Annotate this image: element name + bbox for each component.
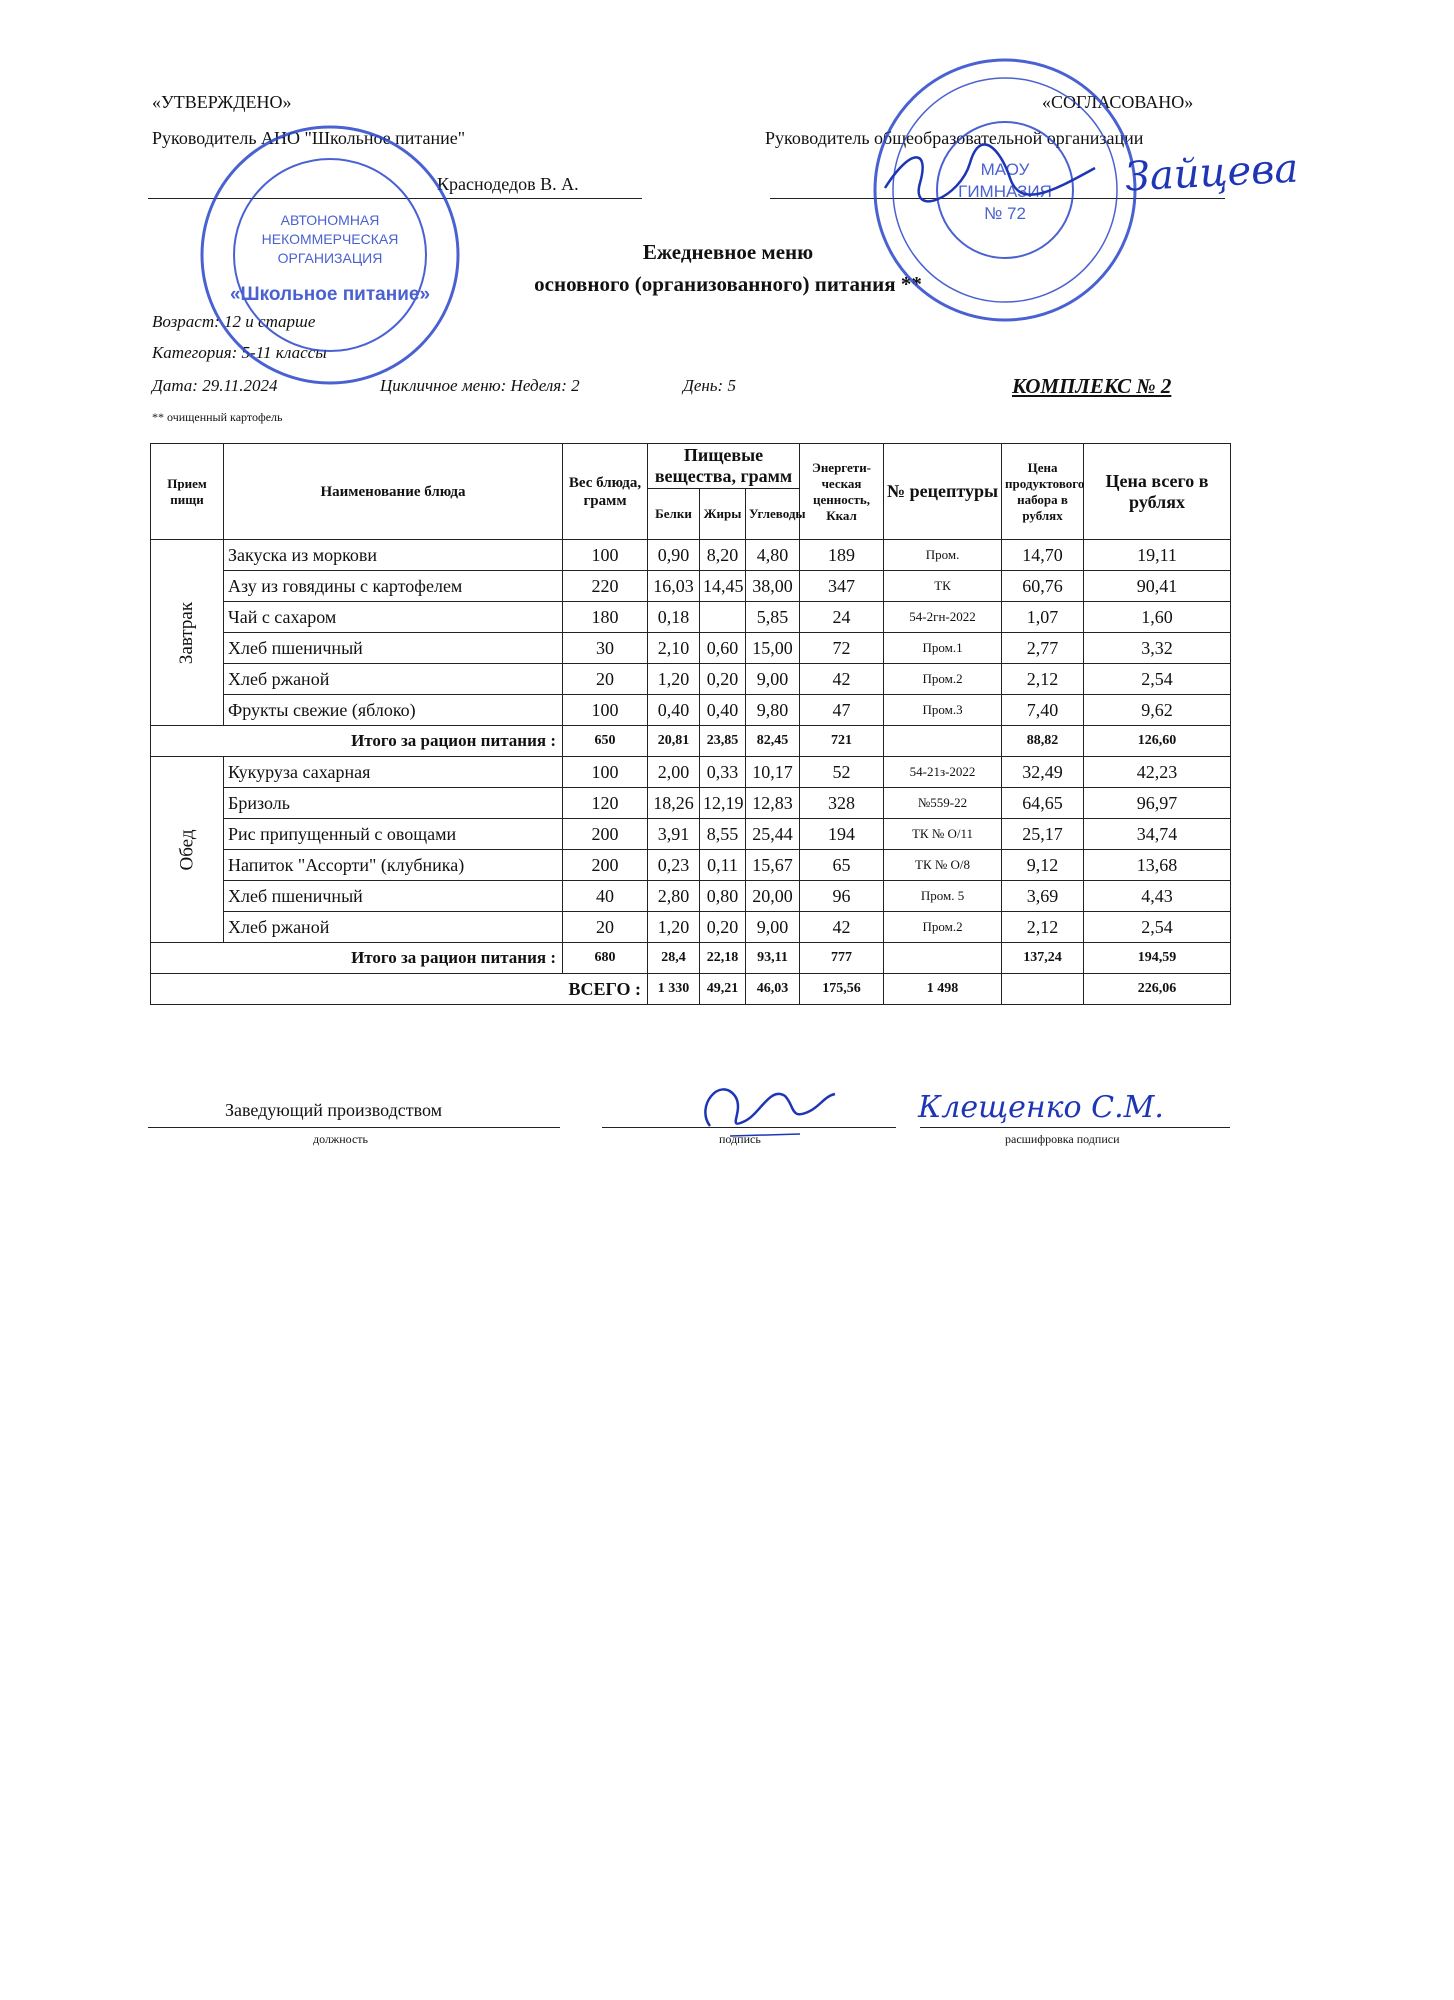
table-row: [151, 757, 1231, 788]
table-row: [151, 633, 1231, 664]
carbs-cell: 20,00: [746, 881, 800, 912]
price-total-cell: 3,32: [1084, 633, 1231, 664]
weight-cell: 100: [563, 695, 648, 726]
recipe-cell: №559-22: [884, 788, 1002, 819]
carbs-cell: 82,45: [746, 726, 800, 757]
recipe-cell: [1002, 974, 1084, 1005]
weight-cell: 20: [563, 912, 648, 943]
meal-breakfast-label: Завтрак: [176, 601, 197, 664]
fat-cell: 22,18: [700, 943, 746, 974]
recipe-cell: ТК: [884, 571, 1002, 602]
fat-cell: 0,80: [700, 881, 746, 912]
fat-cell: 8,55: [700, 819, 746, 850]
energy-cell: 1 498: [884, 974, 1002, 1005]
protein-cell: 1,20: [648, 912, 700, 943]
energy-cell: 328: [800, 788, 884, 819]
price-set-cell: 1,07: [1002, 602, 1084, 633]
stamp-right-line-1: МАОУ: [980, 160, 1030, 179]
protein-cell: 20,81: [648, 726, 700, 757]
grand-total-label: ВСЕГО :: [151, 974, 648, 1005]
stamp-left-line-3: ОРГАНИЗАЦИЯ: [277, 250, 383, 266]
stamp-left: [195, 120, 465, 390]
carbs-cell: 25,44: [746, 819, 800, 850]
protein-cell: 49,21: [700, 974, 746, 1005]
price-set-cell: 9,12: [1002, 850, 1084, 881]
price-total-cell: 9,62: [1084, 695, 1231, 726]
protein-cell: 2,00: [648, 757, 700, 788]
energy-cell: 47: [800, 695, 884, 726]
protein-cell: 16,03: [648, 571, 700, 602]
table-row: [151, 664, 1231, 695]
energy-cell: 194: [800, 819, 884, 850]
price-total-cell: 4,43: [1084, 881, 1231, 912]
table-row: [151, 602, 1231, 633]
dish-name: Фрукты свежие (яблоко): [224, 695, 563, 726]
dish-name: Кукуруза сахарная: [224, 757, 563, 788]
signature-scribble-icon: [880, 138, 1100, 208]
energy-cell: 721: [800, 726, 884, 757]
fat-cell: 14,45: [700, 571, 746, 602]
approved-name: Краснодедов В. А.: [437, 174, 579, 194]
carbs-cell: 10,17: [746, 757, 800, 788]
position-line: [148, 1127, 560, 1128]
carbs-cell: 15,67: [746, 850, 800, 881]
title-line-2: основного (организованного) питания **: [534, 272, 922, 296]
recipe-cell: 54-2гн-2022: [884, 602, 1002, 633]
dish-name: Напиток "Ассорти" (клубника): [224, 850, 563, 881]
col-meal-header: Прием пищи: [151, 444, 224, 540]
weight-cell: 180: [563, 602, 648, 633]
energy-cell: 24: [800, 602, 884, 633]
stamp-left-line-1: АВТОНОМНАЯ: [280, 212, 380, 228]
price-set-cell: 2,12: [1002, 664, 1084, 695]
recipe-cell: Пром.3: [884, 695, 1002, 726]
day-info: День: 5: [683, 376, 736, 395]
table-row: [151, 881, 1231, 912]
position-caption: должность: [313, 1132, 368, 1146]
weight-cell: 40: [563, 881, 648, 912]
protein-cell: 0,18: [648, 602, 700, 633]
recipe-cell: Пром.2: [884, 912, 1002, 943]
agreed-label: «СОГЛАСОВАНО»: [1042, 92, 1194, 112]
price-total-cell: 90,41: [1084, 571, 1231, 602]
protein-cell: 2,80: [648, 881, 700, 912]
carbs-cell: 93,11: [746, 943, 800, 974]
weight-cell: 30: [563, 633, 648, 664]
recipe-cell: Пром. 5: [884, 881, 1002, 912]
protein-cell: 1,20: [648, 664, 700, 695]
price-set-cell: 2,77: [1002, 633, 1084, 664]
energy-cell: 72: [800, 633, 884, 664]
meal-lunch-label: Обед: [176, 829, 197, 870]
dish-name: Хлеб ржаной: [224, 912, 563, 943]
footnote: ** очищенный картофель: [152, 410, 283, 424]
carbs-cell: 15,00: [746, 633, 800, 664]
approved-label: «УТВЕРЖДЕНО»: [152, 92, 292, 112]
price-total-cell: 1,60: [1084, 602, 1231, 633]
table-row: [151, 912, 1231, 943]
fat-cell: 0,11: [700, 850, 746, 881]
dish-name: Азу из говядины с картофелем: [224, 571, 563, 602]
meal-lunch: [151, 757, 224, 943]
title-line-1: Ежедневное меню: [642, 240, 814, 264]
protein-cell: 3,91: [648, 819, 700, 850]
price-set-cell: 2,12: [1002, 912, 1084, 943]
total-label: Итого за рацион питания :: [151, 726, 563, 757]
age-info: Возраст: 12 и старше: [152, 312, 316, 331]
header-row: [151, 444, 1231, 489]
price-set-cell: 88,82: [1002, 726, 1084, 757]
energy-cell: 777: [800, 943, 884, 974]
price-total-cell: 19,11: [1084, 540, 1231, 571]
col-carbs-header: Углеводы: [746, 489, 800, 540]
recipe-cell: ТК № О/11: [884, 819, 1002, 850]
col-price-set-header: Цена продуктового набора в рублях: [1002, 444, 1084, 540]
carbs-cell: 5,85: [746, 602, 800, 633]
recipe-cell: Пром.2: [884, 664, 1002, 695]
decode-caption: расшифровка подписи: [1005, 1132, 1120, 1146]
energy-cell: 189: [800, 540, 884, 571]
meal-breakfast: [151, 540, 224, 726]
date-info: Дата: 29.11.2024: [152, 376, 278, 395]
dish-name: Чай с сахаром: [224, 602, 563, 633]
recipe-cell: ТК № О/8: [884, 850, 1002, 881]
recipe-cell: Пром.1: [884, 633, 1002, 664]
col-protein-header: Белки: [648, 489, 700, 540]
carbs-cell: 9,00: [746, 664, 800, 695]
col-energy-header: Энергети-ческая ценность, Ккал: [800, 444, 884, 540]
weight-cell: 100: [563, 540, 648, 571]
weight-cell: 650: [563, 726, 648, 757]
price-set-cell: 25,17: [1002, 819, 1084, 850]
complex-number: КОМПЛЕКС № 2: [1012, 374, 1172, 398]
stamp-right-line-3: № 72: [984, 204, 1026, 223]
energy-cell: 52: [800, 757, 884, 788]
energy-cell: 42: [800, 664, 884, 695]
col-weight-header: Вес блюда, грамм: [563, 444, 648, 540]
footer-signature: [690, 1066, 840, 1151]
footer-signature-icon: [690, 1066, 840, 1146]
energy-cell: 96: [800, 881, 884, 912]
dish-name: Хлеб ржаной: [224, 664, 563, 695]
dish-name: Рис припущенный с овощами: [224, 819, 563, 850]
position-title: Заведующий производством: [225, 1100, 443, 1120]
recipe-cell: [884, 943, 1002, 974]
stamp-right-line-2: ГИМНАЗИЯ: [958, 182, 1052, 201]
footer-decode-handwritten: Клещенко С.М.: [918, 1090, 1164, 1125]
weight-cell: 20: [563, 664, 648, 695]
signature-right-scribble: [880, 138, 1100, 213]
weight-cell: 220: [563, 571, 648, 602]
table-row: [151, 850, 1231, 881]
price-total-cell: 2,54: [1084, 664, 1231, 695]
carbs-cell: 9,80: [746, 695, 800, 726]
col-recipe-header: № рецептуры: [884, 444, 1002, 540]
dish-name: Бризоль: [224, 788, 563, 819]
fat-cell: 0,20: [700, 912, 746, 943]
approved-role: Руководитель АНО "Школьное питание": [152, 128, 466, 148]
dish-name: Хлеб пшеничный: [224, 633, 563, 664]
price-set-cell: 14,70: [1002, 540, 1084, 571]
weight-cell: 1 330: [648, 974, 700, 1005]
fat-cell: 0,60: [700, 633, 746, 664]
agreed-role: Руководитель общеобразовательной организации: [765, 128, 1144, 148]
price-total-cell: 194,59: [1084, 943, 1231, 974]
fat-cell: 0,33: [700, 757, 746, 788]
fat-cell: 0,40: [700, 695, 746, 726]
table-row: [151, 695, 1231, 726]
cycle-info: Цикличное меню: Неделя: 2: [380, 376, 580, 395]
price-total-cell: 34,74: [1084, 819, 1231, 850]
fat-cell: 46,03: [746, 974, 800, 1005]
col-fat-header: Жиры: [700, 489, 746, 540]
price-total-cell: 96,97: [1084, 788, 1231, 819]
table-row: [151, 819, 1231, 850]
decode-line: [920, 1127, 1230, 1128]
protein-cell: 2,10: [648, 633, 700, 664]
carbs-cell: 175,56: [800, 974, 884, 1005]
carbs-cell: 4,80: [746, 540, 800, 571]
price-total-cell: 2,54: [1084, 912, 1231, 943]
breakfast-total-row: [151, 726, 1231, 757]
signature-caption: подпись: [719, 1132, 761, 1146]
protein-cell: 0,40: [648, 695, 700, 726]
carbs-cell: 9,00: [746, 912, 800, 943]
category-info: Категория: 5-11 классы: [152, 343, 327, 362]
fat-cell: [700, 602, 746, 633]
fat-cell: 0,20: [700, 664, 746, 695]
stamp-left-brand: «Школьное питание»: [229, 284, 431, 305]
table-row: [151, 571, 1231, 602]
weight-cell: 680: [563, 943, 648, 974]
table-row: [151, 788, 1231, 819]
carbs-cell: 38,00: [746, 571, 800, 602]
protein-cell: 0,23: [648, 850, 700, 881]
carbs-cell: 12,83: [746, 788, 800, 819]
fat-cell: 8,20: [700, 540, 746, 571]
total-label: Итого за рацион питания :: [151, 943, 563, 974]
price-set-cell: 64,65: [1002, 788, 1084, 819]
protein-cell: 28,4: [648, 943, 700, 974]
recipe-cell: Пром.: [884, 540, 1002, 571]
recipe-cell: 54-21з-2022: [884, 757, 1002, 788]
protein-cell: 0,90: [648, 540, 700, 571]
price-total-cell: 126,60: [1084, 726, 1231, 757]
weight-cell: 200: [563, 850, 648, 881]
price-set-cell: 226,06: [1084, 974, 1231, 1005]
dish-name: Закуска из моркови: [224, 540, 563, 571]
stamp-left-line-2: НЕКОММЕРЧЕСКАЯ: [261, 231, 399, 247]
recipe-cell: [884, 726, 1002, 757]
price-total-cell: 13,68: [1084, 850, 1231, 881]
grand-total-row: [151, 974, 1231, 1005]
dish-name: Хлеб пшеничный: [224, 881, 563, 912]
col-nutrients-header: Пищевые вещества, грамм: [648, 444, 800, 489]
energy-cell: 65: [800, 850, 884, 881]
menu-table: [150, 443, 1231, 1005]
weight-cell: 100: [563, 757, 648, 788]
price-set-cell: 3,69: [1002, 881, 1084, 912]
price-set-cell: 32,49: [1002, 757, 1084, 788]
price-set-cell: 137,24: [1002, 943, 1084, 974]
weight-cell: 200: [563, 819, 648, 850]
protein-cell: 18,26: [648, 788, 700, 819]
energy-cell: 347: [800, 571, 884, 602]
energy-cell: 42: [800, 912, 884, 943]
stamp-left-icon: [195, 120, 465, 390]
fat-cell: 23,85: [700, 726, 746, 757]
lunch-total-row: [151, 943, 1231, 974]
weight-cell: 120: [563, 788, 648, 819]
col-price-total-header: Цена всего в рублях: [1084, 444, 1231, 540]
col-dish-header: Наименование блюда: [224, 444, 563, 540]
table-row: [151, 540, 1231, 571]
signature-right-top: Зайцева: [1123, 145, 1300, 201]
fat-cell: 12,19: [700, 788, 746, 819]
price-set-cell: 7,40: [1002, 695, 1084, 726]
price-set-cell: 60,76: [1002, 571, 1084, 602]
price-total-cell: 42,23: [1084, 757, 1231, 788]
